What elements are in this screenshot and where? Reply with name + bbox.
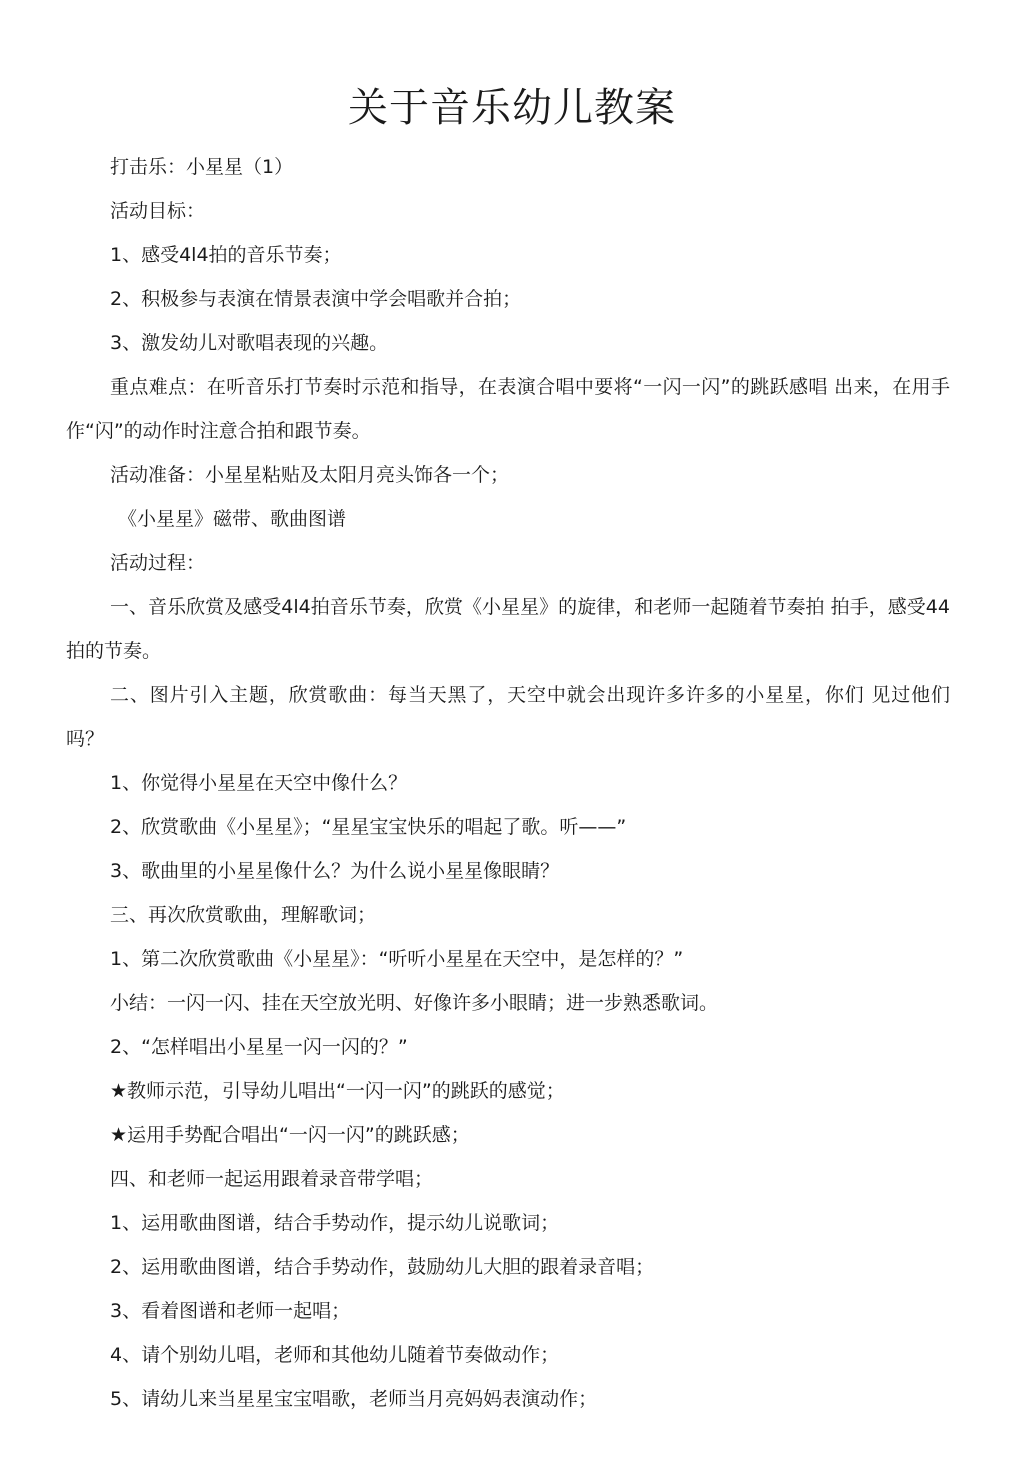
paragraph-step-2-q2: 2、欣赏歌曲《小星星》；“星星宝宝快乐的唱起了歌。听——” — [110, 816, 627, 838]
paragraph-materials: 《小星星》磁带、歌曲图谱 — [118, 508, 347, 530]
paragraph-process-heading: 活动过程： — [110, 552, 206, 574]
paragraph-goal-3: 3、激发幼儿对歌唱表现的兴趣。 — [110, 332, 389, 354]
paragraph-step-4-item-4: 4、请个别幼儿唱，老师和其他幼儿随着节奏做动作； — [110, 1344, 560, 1366]
document-body — [66, 145, 950, 1421]
paragraph-preparation: 活动准备：小星星粘贴及太阳月亮头饰各一个； — [110, 464, 510, 486]
paragraph-goals-heading: 活动目标： — [110, 200, 206, 222]
paragraph-step-2-q3: 3、歌曲里的小星星像什么？为什么说小星星像眼睛？ — [110, 860, 560, 882]
paragraph-summary: 小结：一闪一闪、挂在天空放光明、好像许多小眼睛；进一步熟悉歌词。 — [110, 992, 719, 1014]
paragraph-step-3-q2: 2、“怎样唱出小星星一闪一闪的？” — [110, 1036, 408, 1058]
document-title: 关于音乐幼儿教案 — [348, 85, 676, 131]
paragraph-step-4-item-3: 3、看着图谱和老师一起唱； — [110, 1300, 351, 1322]
paragraph-key-points: 重点难点：在听音乐打节奏时示范和指导，在表演合唱中要将“一闪一闪”的跳跃感唱 出来，在用手作“闪”的动作时注意合拍和跟节奏。 — [66, 376, 950, 442]
paragraph-step-4: 四、和老师一起运用跟着录音带学唱； — [110, 1168, 434, 1190]
paragraph-star-item-2: ★运用手势配合唱出“一闪一闪”的跳跃感； — [110, 1124, 470, 1146]
paragraph-goal-2: 2、积极参与表演在情景表演中学会唱歌并合拍； — [110, 288, 522, 310]
paragraph-step-3-q1: 1、第二次欣赏歌曲《小星星》：“听听小星星在天空中，是怎样的？” — [110, 948, 684, 970]
paragraph-step-4-item-5: 5、请幼儿来当星星宝宝唱歌，老师当月亮妈妈表演动作； — [110, 1388, 598, 1410]
paragraph-step-4-item-1: 1、运用歌曲图谱，结合手势动作，提示幼儿说歌词； — [110, 1212, 560, 1234]
paragraph-step-2: 二、图片引入主题，欣赏歌曲：每当天黑了，天空中就会出现许多许多的小星星，你们 见过他们吗？ — [66, 684, 950, 750]
paragraph-star-item-1: ★教师示范，引导幼儿唱出“一闪一闪”的跳跃的感觉； — [110, 1080, 565, 1102]
paragraph-step-1: 一、音乐欣赏及感受4l4拍音乐节奏，欣赏《小星星》的旋律，和老师一起随着节奏拍 拍手，感受44拍的节奏。 — [66, 596, 950, 662]
paragraph-step-4-item-2: 2、运用歌曲图谱，结合手势动作，鼓励幼儿大胆的跟着录音唱； — [110, 1256, 655, 1278]
paragraph-subtitle: 打击乐：小星星（1） — [110, 156, 294, 178]
paragraph-step-3: 三、再次欣赏歌曲，理解歌词； — [110, 904, 377, 926]
paragraph-step-2-q1: 1、你觉得小星星在天空中像什么？ — [110, 772, 408, 794]
paragraph-goal-1: 1、感受4l4拍的音乐节奏； — [110, 244, 342, 266]
